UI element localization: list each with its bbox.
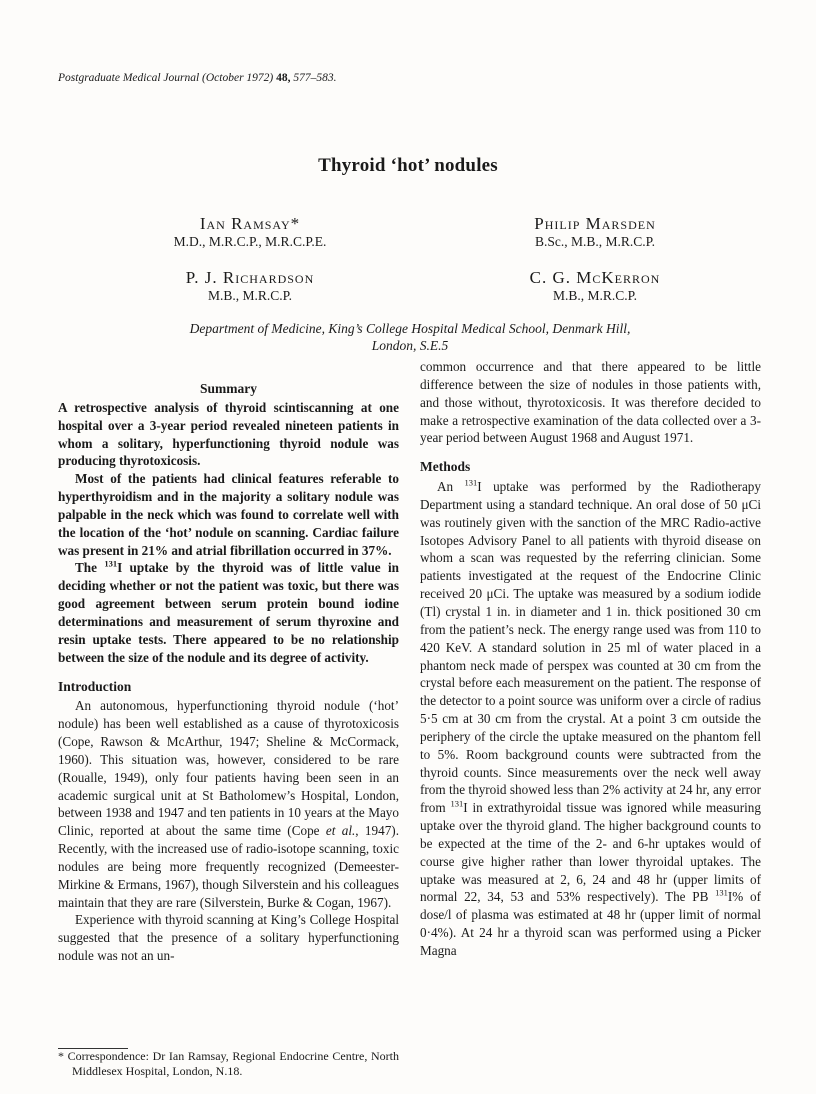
author-marsden — [470, 214, 720, 250]
left-column — [58, 380, 399, 965]
summary-paragraph-2: Most of the patients had clinical features referable to hyperthyroidism and in the majority a solitary nodule was palpable in the neck which was found to correlate well with the location of the ‘hot’ nodule on scanning. Cardiac failure was present in 21% and atrial fibrillation occurred in 37%. — [58, 471, 399, 558]
author-richardson — [115, 268, 385, 304]
affiliation-line-2: London, S.E.5 — [371, 338, 449, 353]
text-run: I uptake by the thyroid was of little value in deciding whether or not the patient was toxic, but there was good agreement between serum protein bound iodine determinations and measurement of serum thyroxine and resin uptake tests. There appeared to be no relationship between the size of the nodule and its degree of activity. — [58, 560, 399, 665]
journal-volume: 48, — [276, 72, 291, 84]
introduction-paragraph-2-continued: common occurrence and that there appeared to be little difference between the size of nodules in those patients with, and those without, thyrotoxicosis. It was therefore decided to make a retrospective examination of the data collected over a 3-year period between August 1968 and August 1971. — [420, 359, 761, 446]
summary-paragraph-3 — [58, 559, 399, 666]
affiliation — [120, 320, 700, 354]
text-run: I% of dose/l of plasma was estimated at 48 hr (upper limit of normal 0·4%). At 24 hr a thyroid scan was performed using a Picker Magna — [420, 889, 761, 958]
journal-citation — [58, 72, 337, 84]
methods-paragraph-1 — [420, 478, 761, 960]
superscript: 131 — [464, 477, 478, 488]
text-run: An autonomous, hyperfunctioning thyroid nodule (‘hot’ nodule) has been well established as a cause of thyrotoxicosis (Cope, Rawson & McArthur, 1947; Sheline & McCormack, 1960). This situation was, however, considered to be rare (Roualle, 1949), only four patients having been seen in an academic surgical unit at St Batholomew’s Hospital, London, between 1938 and 1947 and ten patients in 10 years at the Mayo Clinic, reported at about the same time (Cope — [58, 698, 399, 839]
footnote-text: * Correspondence: Dr Ian Ramsay, Regional Endocrine Centre, North Middlesex Hospital, London, N.18. — [58, 1049, 399, 1078]
author-mckerron — [470, 268, 720, 304]
author-name: P. J. Richardson — [185, 268, 315, 287]
text-run: I in extrathyroidal tissue was ignored while measuring uptake over the thyroid gland. The higher background counts to be expected at the time of the 2- and 6-hr uptakes would of course give higher rather than lower thyroidal uptakes. The uptake was measured at 2, 6, 24 and 48 hr (upper limits of normal 22, 34, 53 and 53% respectively). The PB — [420, 800, 761, 905]
author-name: Philip Marsden — [534, 214, 656, 233]
introduction-heading: Introduction — [58, 678, 132, 694]
author-degrees: M.B., M.R.C.P. — [207, 288, 293, 303]
methods-heading: Methods — [420, 459, 471, 475]
text-run: An — [437, 479, 465, 495]
italic-text: et al. — [325, 823, 356, 839]
text-run: The — [75, 560, 105, 576]
summary-heading: Summary — [200, 381, 257, 396]
superscript: 131 — [104, 559, 118, 570]
author-name: Ian Ramsay* — [199, 214, 301, 233]
superscript: 131 — [450, 798, 464, 809]
author-degrees: M.B., M.R.C.P. — [552, 288, 638, 303]
footnote — [58, 1049, 399, 1078]
author-degrees: B.Sc., M.B., M.R.C.P. — [534, 234, 656, 249]
journal-pages: 577–583. — [293, 72, 337, 84]
affiliation-line-1: Department of Medicine, King’s College Hospital Medical School, Denmark Hill, — [189, 321, 631, 336]
text-run: I uptake was performed by the Radiotherapy Department using a standard technique. An oral dose of 50 μCi was routinely given with the sanction of the MRC Radio-active Isotopes Advisory Panel to all patients with thyroid disease on whom a scan was requested by the referring clinician. Some patients investigated at the request of the Endocrine Clinic received 20 μCi. The uptake was measured by a sodium iodide (Tl) crystal 1 in. in diameter and 1 in. thick positioned 30 cm from the patient’s neck. The energy range used was from 110 to 420 KeV. A standard solution in 25 ml of water placed in a phantom neck made of perspex was counted at 30 cm from the crystal before each measurement on the patient. The response of the detector to a point source was uniform over a circle of radius 5·5 cm at 30 cm from the crystal. At a point 3 cm outside the periphery of the circle the uptake measured on the phantom fell to 5%. Room background counts were subtracted from the thyroid counts. Since measurements over the neck well away from the thyroid showed less than 2% activity at 24 hr, any error from — [420, 479, 761, 816]
text-run: , 1947). Recently, with the increased use of radio-isotope scanning, toxic nodules are being more frequently recognized (Demeester-Mirkine & Ermans, 1967), though Silverstein and his colleagues maintain that they are rare (Silverstein, Burke & Cogan, 1967). — [58, 823, 399, 910]
author-ramsay — [115, 214, 385, 250]
right-column — [420, 358, 761, 960]
summary-paragraph-1: A retrospective analysis of thyroid scintiscanning at one hospital over a 3-year period revealed nineteen patients in whom a solitary, hyperfunctioning thyroid nodule was producing thyrotoxicosis. — [58, 399, 399, 469]
superscript: 131 — [715, 888, 728, 899]
article-title: Thyroid ‘hot’ nodules — [318, 155, 498, 176]
author-name: C. G. McKerron — [529, 268, 661, 287]
journal-name: Postgraduate Medical Journal (October 1972) — [58, 72, 274, 84]
author-degrees: M.D., M.R.C.P., M.R.C.P.E. — [173, 234, 327, 249]
introduction-paragraph-2: Experience with thyroid scanning at King’s College Hospital suggested that the presence of a solitary hyperfunctioning nodule was not an un- — [58, 912, 399, 964]
introduction-paragraph-1 — [58, 697, 399, 911]
